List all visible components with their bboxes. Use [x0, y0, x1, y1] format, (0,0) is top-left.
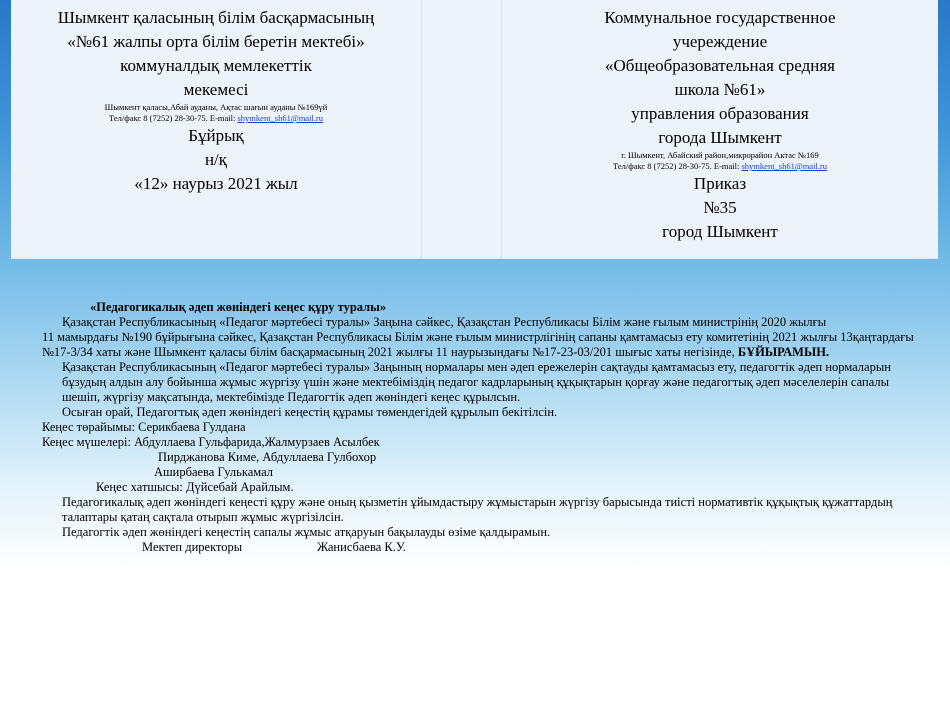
letterhead-kazakh [11, 0, 422, 258]
kz-contact-prefix: Тел/факс 8 (7252) 28-30-75. E-mail: [108, 113, 238, 123]
signature-name: Жанисбаева К.У. [317, 540, 406, 554]
ru-line-5: управления образования [631, 104, 809, 123]
order-paragraph-3: Қазақстан Республикасының «Педагог мәртебесі туралы» Заңының нормалары мен әдеп ережелерін сақтауды қамтамасыз ету, педагогтік әдеп нормаларын бұзудың алдын алу бойынша жұмыс жүргізу үшін және мектебіміздің педагог кадрларының құқықтарын қорғау және педагогтық әдеп мәселелерін сапалы шешіп, жүргізу мақсатында, мектебімізде Педагогтік әдеп жөніндегі кеңес құрылсын. [62, 360, 891, 404]
ru-line-3: «Общеобразовательная средняя [605, 56, 835, 75]
order-paragraph-6: Педагогтік әдеп жөніндегі кеңестің сапалы жұмыс атқаруын бақылауды өзіме қалдырамын. [62, 525, 551, 539]
kz-line-2: «№61 жалпы орта білім беретін мектебі» [67, 32, 365, 51]
order-keyword: БҰЙЫРАМЫН. [737, 345, 830, 359]
order-paragraph-5: Педагогикалық әдеп жөніндегі кеңесті құру және оның қызметін ұйымдастыру жұмыстарын жүргізу барысында тиісті нормативтік құқықтық құжаттардың талаптары қатаң сақтала отырып жұмыс жүргізілсін. [62, 495, 893, 524]
ru-line-6: города Шымкент [658, 128, 782, 147]
council-members-1: Кеңес мүшелері: Абдуллаева Гульфарида,Жалмурзаев Асылбек [42, 435, 380, 449]
ru-doc-type: Приказ [693, 174, 747, 193]
order-title: «Педагогикалық әдеп жөніндегі кеңес құру туралы» [90, 300, 387, 314]
order-paragraph-2 [42, 330, 922, 360]
order-body [42, 300, 922, 555]
ru-email-link[interactable]: shymkent_sh61@mail.ru [741, 161, 828, 171]
letterhead-emblem-cell [422, 0, 502, 258]
ru-line-4: школа №61» [674, 80, 766, 99]
order-paragraph-1: Қазақстан Республикасының «Педагог мәртебесі туралы» Заңына сәйкес, Қазақстан Республикасы Білім және ғылым министрінің 2020 жылғы [62, 315, 827, 329]
order-paragraph-4: Осыған орай, Педагогтық әдеп жөніндегі кеңестің құрамы төмендегідей құрылып бекітілсін. [62, 405, 558, 419]
council-members-3: Аширбаева Гулькамал [154, 465, 274, 479]
ru-contact [502, 161, 938, 172]
kz-line-1: Шымкент қаласының білім басқармасының [57, 8, 375, 27]
kz-number-label: н/қ [204, 150, 228, 169]
council-members-2: Пирджанова Киме, Абдуллаева Гулбохор [158, 450, 377, 464]
ru-contact-prefix: Тел/факс 8 (7252) 28-30-75. E-mail: [612, 161, 742, 171]
kz-date: «12» наурыз 2021 жыл [134, 174, 298, 193]
letterhead-russian [502, 0, 938, 258]
kz-email-link[interactable]: shymkent_sh61@mail.ru [237, 113, 324, 123]
letterhead-table [11, 0, 938, 259]
ru-number: №35 [703, 198, 737, 217]
ru-line-1: Коммунальное государственное [604, 8, 836, 27]
kz-address: Шымкент қаласы,Абай ауданы, Ақтас шағын ауданы №169үй [104, 102, 328, 112]
kz-doc-type: Бұйрық [188, 126, 244, 145]
signature-line [42, 540, 922, 555]
kz-line-4: мекемесі [183, 80, 249, 99]
kz-contact [11, 113, 421, 124]
ru-city: город Шымкент [662, 222, 778, 241]
council-chair: Кеңес төрайымы: Серикбаева Гулдана [42, 420, 246, 434]
council-secretary: Кеңес хатшысы: Дүйсебай Арайлым. [96, 480, 294, 494]
ru-address: г. Шымкент, Абайский район,микрорайон Актас №169 [621, 150, 819, 160]
kz-line-3: коммуналдық мемлекеттік [120, 56, 312, 75]
signature-title: Мектеп директоры [142, 540, 243, 554]
order-paragraph-2-text: 11 мамырдағы №190 бұйрығына сәйкес, Қазақстан Республикасы Білім және ғылым министрлігінің сапаны қамтамасыз ету комитетінің 2021 жылғы 13қаңтардағы №17-3/34 хаты және Шымкент қаласы білім басқармасының 2021 жылғы 11 наурызындағы №17-23-03/201 шығыс хаты негізінде, [42, 330, 914, 359]
ru-line-2: учереждение [672, 32, 768, 51]
